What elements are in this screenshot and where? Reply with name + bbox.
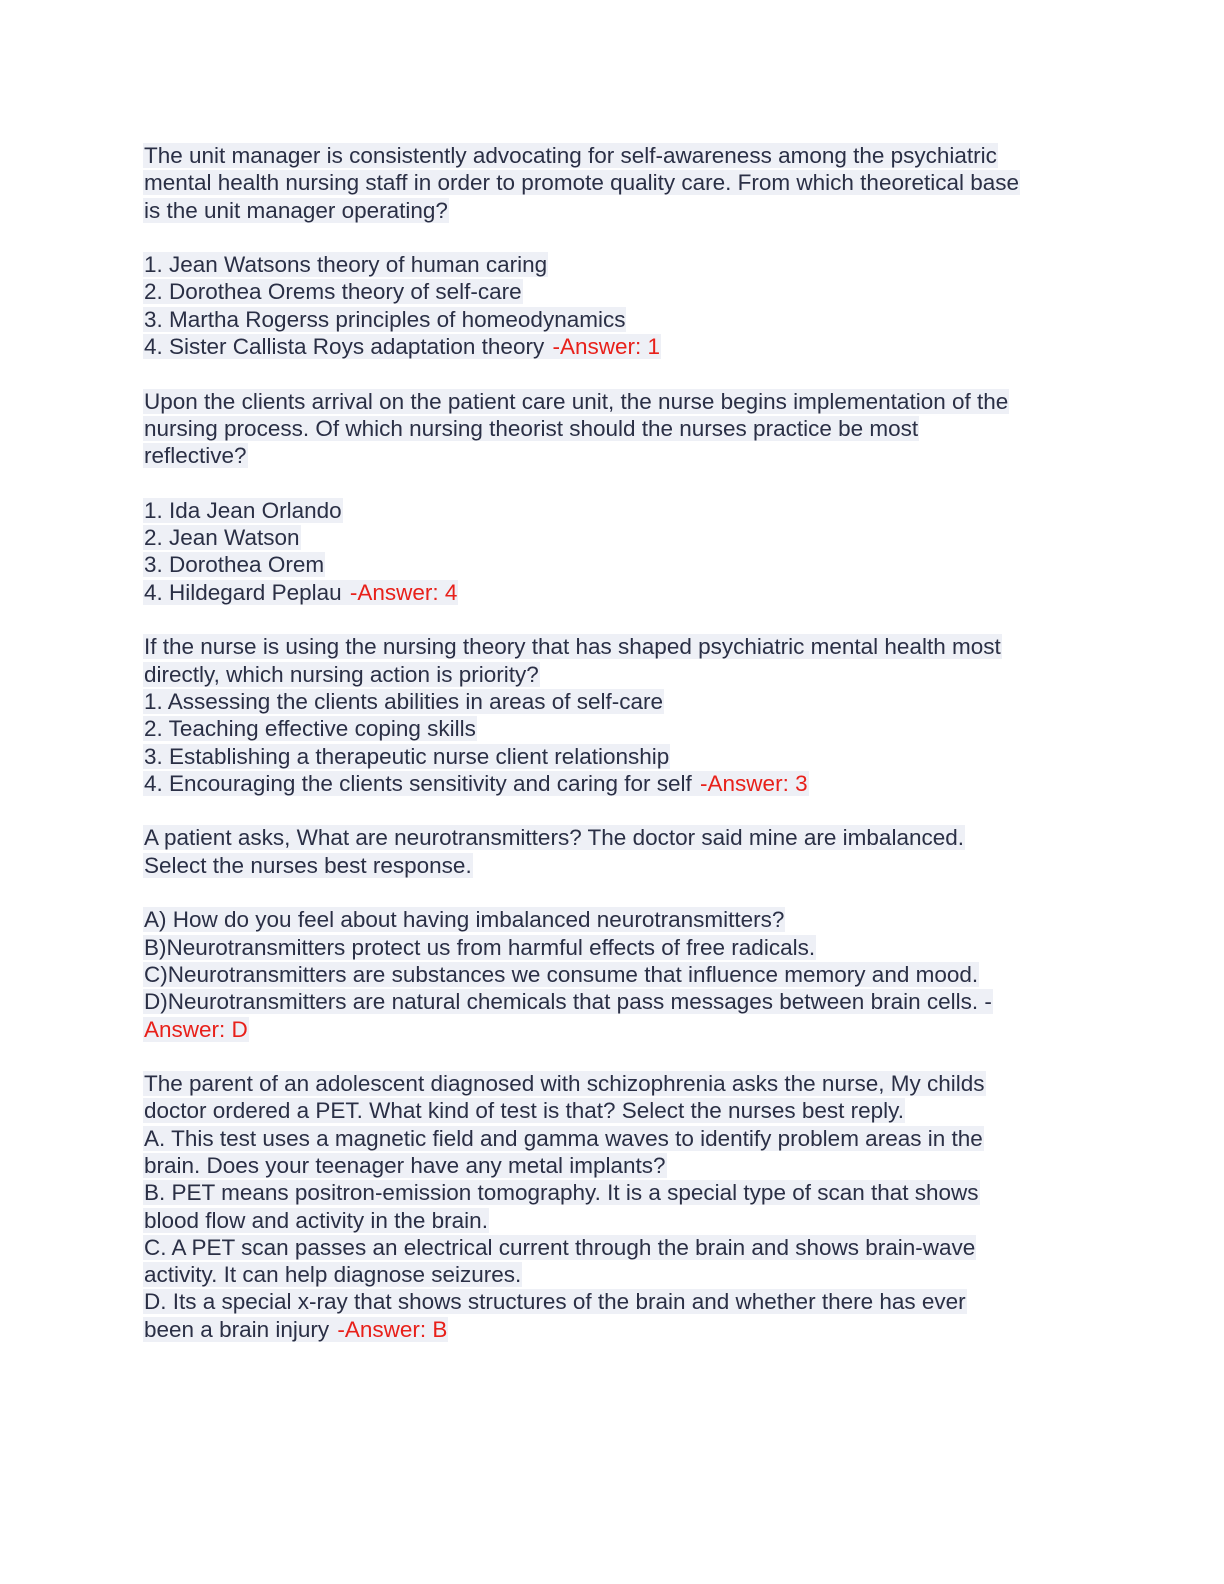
answer-option: C. A PET scan passes an electrical current through the brain and shows brain-wave: [144, 1234, 976, 1260]
question-stem-line: Upon the clients arrival on the patient care unit, the nurse begins implementation of the: [144, 388, 1009, 414]
question-4: [143, 824, 1083, 1042]
question-stem-line: doctor ordered a PET. What kind of test is that? Select the nurses best reply.: [144, 1098, 904, 1124]
answer-option: 2. Jean Watson: [144, 525, 300, 551]
answer-option: D)Neurotransmitters are natural chemicals that pass messages between brain cells. -: [144, 989, 992, 1015]
spacer: [143, 360, 1083, 387]
answer-option: 3. Establishing a therapeutic nurse client relationship: [144, 743, 670, 769]
question-stem-line: Select the nurses best response.: [144, 852, 472, 878]
answer-key: Answer: D: [144, 1016, 248, 1042]
spacer: [143, 797, 1083, 824]
spacer: [143, 1043, 1083, 1070]
question-1: [143, 142, 1083, 360]
question-stem-line: directly, which nursing action is priority?: [144, 661, 539, 687]
question-stem-line: mental health nursing staff in order to promote quality care. From which theoretical base: [144, 170, 1020, 196]
answer-option: been a brain injury -Answer: B: [144, 1316, 448, 1342]
answer-option: activity. It can help diagnose seizures.: [144, 1262, 522, 1288]
answer-option: 2. Dorothea Orems theory of self-care: [144, 279, 522, 305]
answer-option: C)Neurotransmitters are substances we consume that influence memory and mood.: [144, 961, 979, 987]
answer-option: 4. Hildegard Peplau -Answer: 4: [144, 579, 458, 605]
question-2: [143, 388, 1083, 606]
answer-option: 3. Martha Rogerss principles of homeodynamics: [144, 306, 626, 332]
answer-option: 4. Sister Callista Roys adaptation theory -Answer: 1: [144, 334, 660, 360]
answer-option: 1. Assessing the clients abilities in areas of self-care: [144, 688, 664, 714]
question-stem-line: reflective?: [144, 443, 247, 469]
answer-option: 1. Ida Jean Orlando: [144, 497, 342, 523]
question-stem-line: A patient asks, What are neurotransmitters? The doctor said mine are imbalanced.: [144, 825, 964, 851]
answer-option: B)Neurotransmitters protect us from harmful effects of free radicals.: [144, 934, 816, 960]
spacer: [143, 470, 1083, 497]
answer-option: D. Its a special x-ray that shows structures of the brain and whether there has ever: [144, 1289, 966, 1315]
document-page: [143, 142, 1083, 1343]
question-stem-line: The parent of an adolescent diagnosed with schizophrenia asks the nurse, My childs: [144, 1071, 985, 1097]
question-stem-line: nursing process. Of which nursing theorist should the nurses practice be most: [144, 415, 919, 441]
answer-option: 2. Teaching effective coping skills: [144, 716, 476, 742]
answer-option: 1. Jean Watsons theory of human caring: [144, 252, 548, 278]
answer-option: A. This test uses a magnetic field and gamma waves to identify problem areas in the: [144, 1125, 983, 1151]
question-stem-line: is the unit manager operating?: [144, 197, 448, 223]
spacer: [143, 224, 1083, 251]
answer-key: -Answer: B: [337, 1316, 448, 1342]
question-3: [143, 633, 1083, 797]
answer-option: [143, 1016, 1083, 1043]
spacer: [143, 879, 1083, 906]
answer-option: 3. Dorothea Orem: [144, 552, 325, 578]
question-stem-line: The unit manager is consistently advocating for self-awareness among the psychiatric: [144, 143, 997, 168]
spacer: [143, 606, 1083, 633]
answer-key: -Answer: 3: [700, 770, 808, 796]
answer-option: A) How do you feel about having imbalanced neurotransmitters?: [144, 907, 785, 933]
answer-option: 4. Encouraging the clients sensitivity and caring for self -Answer: 3: [144, 770, 808, 796]
answer-option: brain. Does your teenager have any metal implants?: [144, 1152, 666, 1178]
answer-option: blood flow and activity in the brain.: [144, 1207, 488, 1233]
answer-key: -Answer: 4: [349, 579, 458, 605]
answer-key: -Answer: 1: [552, 334, 660, 360]
question-5: [143, 1070, 1083, 1343]
answer-option: B. PET means positron-emission tomography. It is a special type of scan that shows: [144, 1180, 979, 1206]
question-stem-line: If the nurse is using the nursing theory that has shaped psychiatric mental health most: [144, 634, 1001, 660]
